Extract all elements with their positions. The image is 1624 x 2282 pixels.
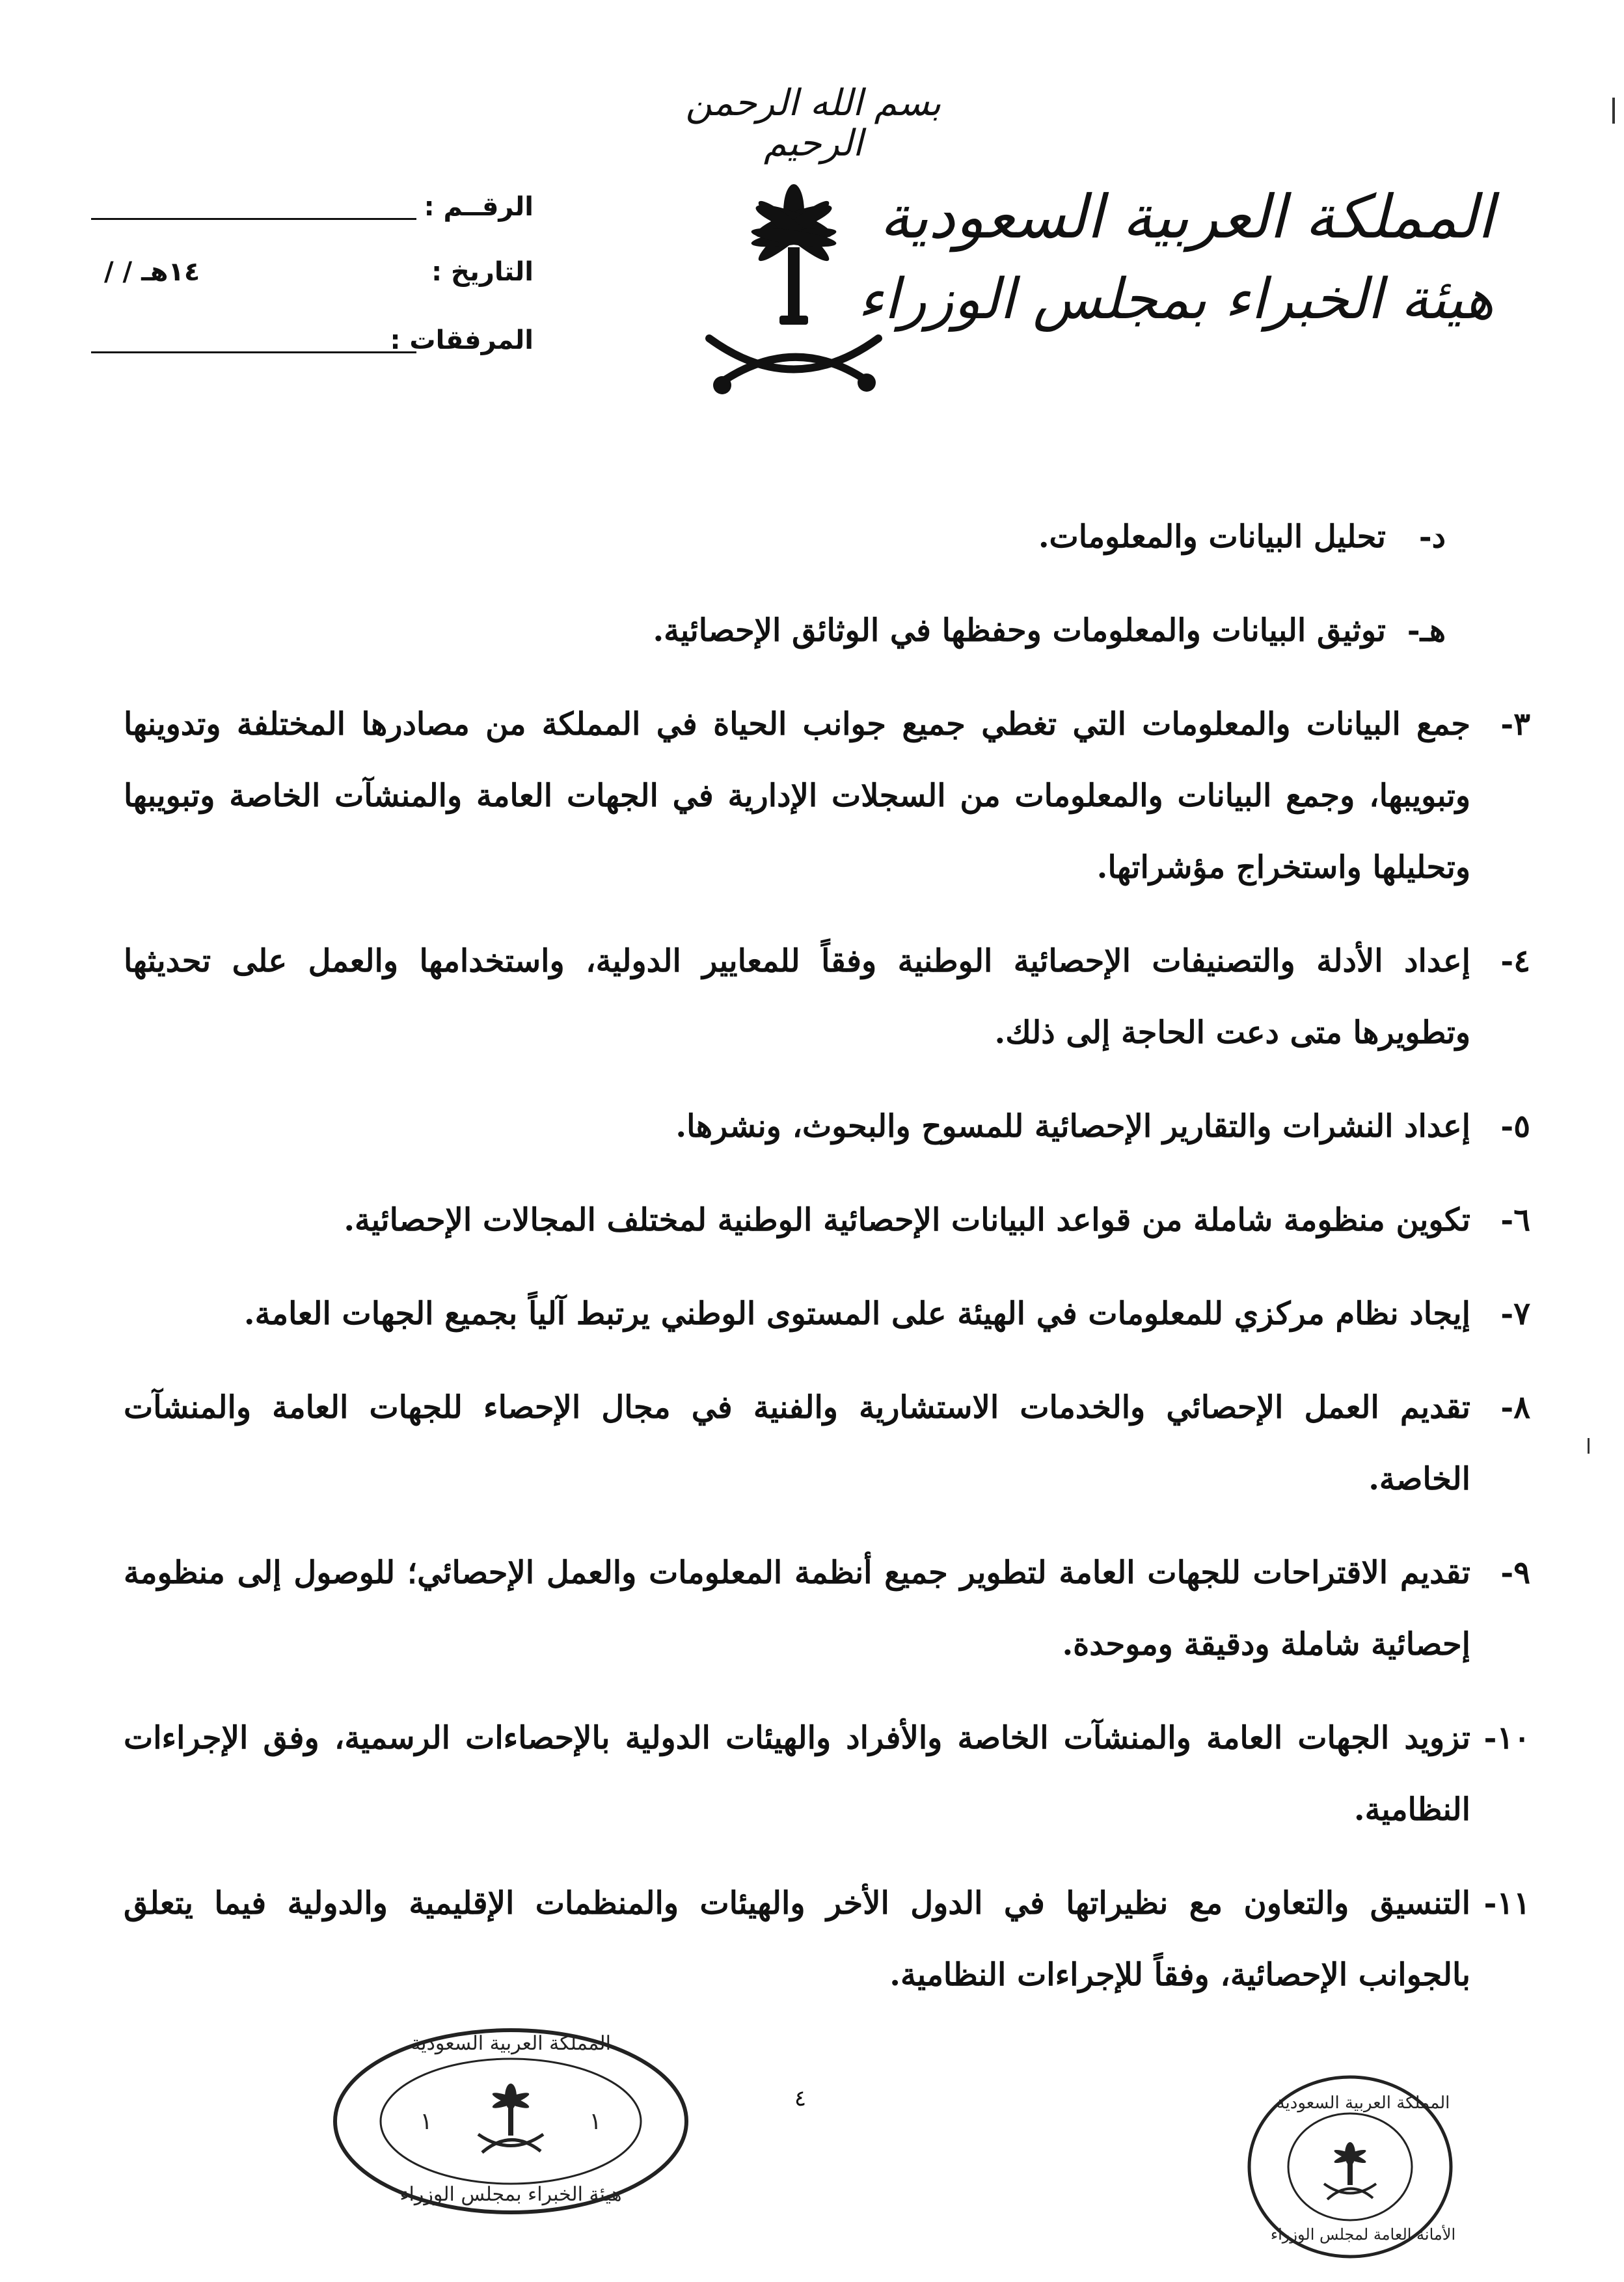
item-text: تزويد الجهات العامة والمنشآت الخاصة والأفراد والهيئات الدولية بالإحصاءات الرسمية، وفق الإجراءات النظامية. — [124, 1720, 1471, 1828]
item-number: د- — [1418, 519, 1446, 555]
item-text: توثيق البيانات والمعلومات وحفظها في الوثائق الإحصائية. — [653, 612, 1386, 649]
stamp-side-number: ١ — [420, 2108, 433, 2135]
margin-tick — [1588, 1438, 1595, 1454]
list-item — [124, 1868, 1530, 2011]
item-number: ٧- — [1500, 1296, 1530, 1332]
stamp-top-text: المملكة العربية السعودية — [411, 2032, 611, 2055]
reference-number-row — [91, 192, 534, 231]
stamp-top-text: المملكة العربية السعودية — [1276, 2093, 1450, 2113]
reference-label: الرقــم : — [424, 192, 534, 222]
margin-mark — [1612, 98, 1617, 124]
list-item — [124, 595, 1446, 666]
item-number: ٣- — [1500, 706, 1530, 742]
attachments-label: المرفقات : — [390, 325, 534, 355]
item-number: ١١- — [1483, 1885, 1530, 1922]
item-number: ٥- — [1500, 1108, 1530, 1145]
list-item — [124, 501, 1446, 573]
item-text: تقديم الاقتراحات للجهات العامة لتطوير جميع أنظمة المعلومات والعمل الإحصائي؛ للوصول إلى منظومة إحصائية شاملة ودقيقة وموحدة. — [124, 1555, 1470, 1663]
item-number: هـ- — [1407, 612, 1446, 649]
attachments-row — [91, 325, 534, 364]
item-text: تكوين منظومة شاملة من قواعد البيانات الإحصائية الوطنية لمختلف المجالات الإحصائية. — [344, 1202, 1470, 1238]
list-item — [124, 1702, 1530, 1845]
list-item — [124, 688, 1530, 903]
stamp-bottom-text: الأمانة العامة لمجلس الوزراء — [1270, 2225, 1456, 2244]
list-item — [124, 1091, 1530, 1162]
date-label: التاريخ : — [431, 257, 534, 287]
date-pattern: / / ١٤هـ — [104, 257, 200, 287]
reference-line — [91, 218, 416, 220]
item-number: ٦- — [1500, 1202, 1530, 1238]
list-item — [124, 1537, 1530, 1680]
list-item — [124, 1278, 1530, 1350]
item-text: تقديم العمل الإحصائي والخدمات الاستشارية والفنية في مجال الإحصاء للجهات العامة والمنشآت الخاصة. — [124, 1389, 1471, 1497]
saudi-emblem-palm-swords-icon — [696, 176, 891, 397]
item-text: تحليل البيانات والمعلومات. — [1038, 519, 1386, 555]
date-row — [91, 257, 534, 296]
authority-name: هيئة الخبراء بمجلس الوزراء — [858, 267, 1494, 332]
item-text: إعداد الأدلة والتصنيفات الإحصائية الوطنية وفقاً للمعايير الدولية، واستخدامها والعمل على تحديثها وتطويرها متى دعت الحاجة إلى ذلك. — [124, 943, 1470, 1051]
item-text: إيجاد نظام مركزي للمعلومات في الهيئة على المستوى الوطني يرتبط آلياً بجميع الجهات العامة. — [243, 1296, 1470, 1332]
page-number: ٤ — [794, 2085, 807, 2112]
item-text: إعداد النشرات والتقارير الإحصائية للمسوح والبحوث، ونشرها. — [675, 1108, 1470, 1145]
item-text: جمع البيانات والمعلومات التي تغطي جميع جوانب الحياة في المملكة من مصادرها المختلفة وتدوينها وتبويبها، وجمع البيانات والمعلومات من السجلات الإدارية في الجهات العامة والمنشآت الخاصة وتبويبها وتحليلها واستخراج مؤشراتها. — [124, 706, 1471, 886]
item-number: ٨- — [1500, 1389, 1530, 1426]
secretariat-round-stamp — [1243, 2069, 1457, 2264]
item-number: ١٠- — [1483, 1720, 1530, 1756]
item-text: التنسيق والتعاون مع نظيراتها في الدول الأخر والهيئات والمنظمات الإقليمية والدولية فيما يتعلق بالجوانب الإحصائية، وفقاً للإجراءات النظامية. — [124, 1885, 1470, 1993]
list-item — [124, 1184, 1530, 1256]
stamp-side-number: ١ — [589, 2108, 602, 2135]
basmala: بسم الله الرحمن الرحيم — [685, 82, 941, 165]
kingdom-name: المملكة العربية السعودية — [880, 182, 1494, 252]
list-item — [124, 925, 1530, 1068]
list-item — [124, 1372, 1530, 1515]
official-oval-stamp — [329, 2024, 693, 2219]
attachments-line — [91, 351, 416, 353]
item-number: ٩- — [1500, 1555, 1530, 1591]
stamp-bottom-text: هيئة الخبراء بمجلس الوزراء — [399, 2183, 622, 2206]
document-body — [124, 501, 1530, 2033]
item-number: ٤- — [1500, 943, 1530, 979]
